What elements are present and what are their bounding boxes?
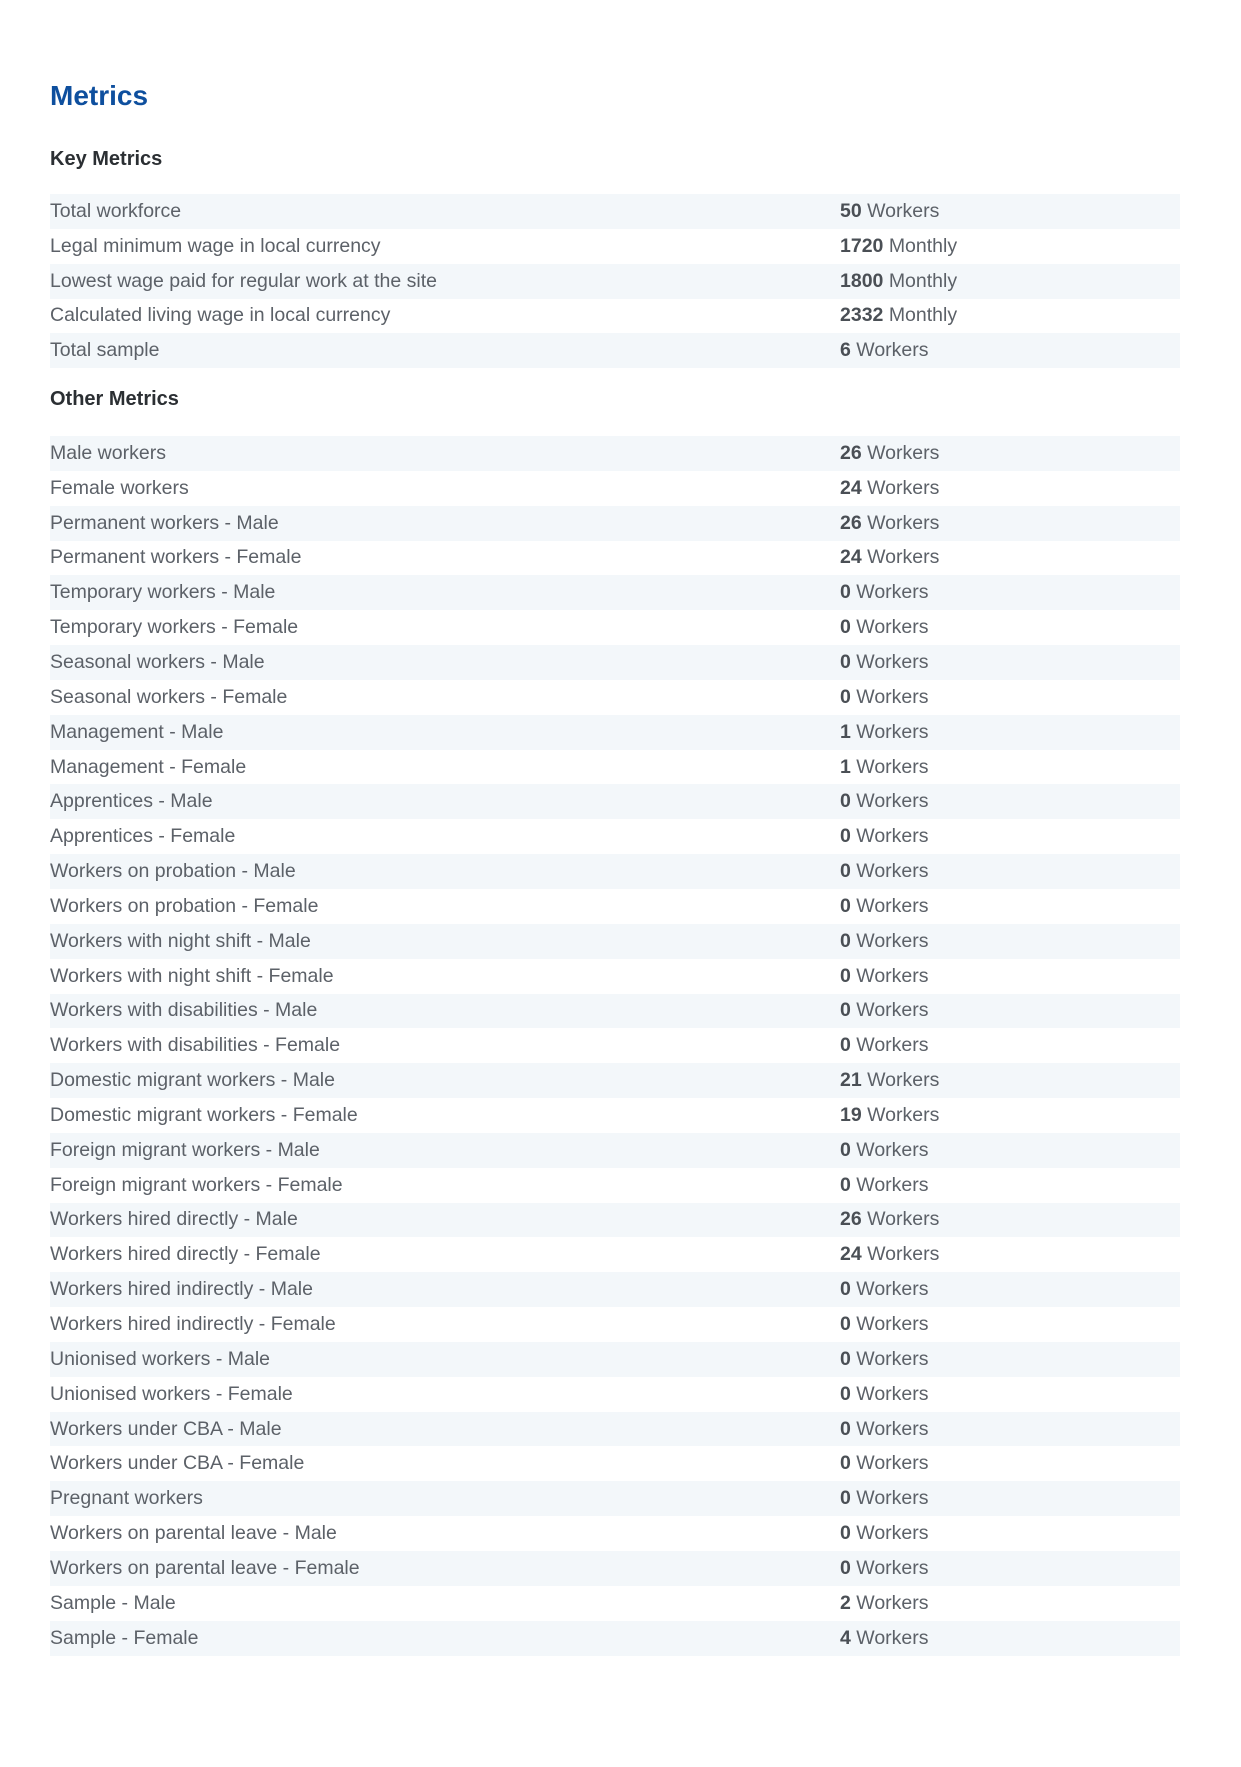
metric-value: 0: [840, 1278, 851, 1301]
metric-value-cell: [840, 784, 1180, 819]
metric-unit: Monthly: [888, 304, 958, 327]
metric-unit: Workers: [856, 1556, 929, 1579]
metric-value: 0: [840, 650, 851, 673]
metric-unit: Workers: [856, 1591, 929, 1614]
metric-label: Management - Male: [50, 720, 224, 743]
metric-value-cell: [840, 506, 1180, 541]
metric-row: [50, 924, 1180, 959]
metric-row: [50, 680, 1180, 715]
metric-row: [50, 750, 1180, 785]
metric-unit: Monthly: [888, 269, 958, 292]
metric-value-cell: [840, 1516, 1180, 1551]
metric-label: Sample - Male: [50, 1591, 176, 1614]
key-metrics-heading: Key Metrics: [50, 148, 163, 170]
metric-label: Workers with disabilities - Female: [50, 1034, 341, 1057]
metric-value-cell: [840, 959, 1180, 994]
metric-value: 0: [840, 1313, 851, 1336]
metric-value-cell: [840, 1446, 1180, 1481]
metric-value: 0: [840, 1417, 851, 1440]
metric-row: [50, 436, 1180, 471]
metric-row: [50, 506, 1180, 541]
metric-row: [50, 1168, 1180, 1203]
metric-label: Workers on parental leave - Male: [50, 1522, 337, 1545]
metric-row: [50, 1272, 1180, 1307]
metric-label: Workers on probation - Male: [50, 860, 296, 883]
metric-label: Workers hired directly - Female: [50, 1243, 321, 1266]
key-metrics-body: [50, 194, 1180, 368]
metric-label: Domestic migrant workers - Male: [50, 1069, 335, 1092]
metric-value-cell: [840, 1237, 1180, 1272]
metric-unit: Workers: [867, 1243, 940, 1266]
metric-value-cell: [840, 1586, 1180, 1621]
metric-value-cell: [840, 1621, 1180, 1656]
metric-value-cell: [840, 1203, 1180, 1238]
metric-row: [50, 229, 1180, 264]
metric-label: Apprentices - Male: [50, 790, 213, 813]
metric-label: Workers with disabilities - Male: [50, 999, 318, 1022]
metric-value-cell: [840, 471, 1180, 506]
metric-value-cell: [840, 1377, 1180, 1412]
metric-row: [50, 1063, 1180, 1098]
metric-label: Unionised workers - Male: [50, 1347, 270, 1370]
metric-unit: Workers: [856, 650, 929, 673]
metric-label: Calculated living wage in local currency: [50, 304, 391, 327]
metric-label: Workers with night shift - Female: [50, 964, 334, 987]
metric-value-cell: [840, 889, 1180, 924]
metric-value: 2332: [840, 304, 884, 327]
metric-row: [50, 784, 1180, 819]
metric-value: 0: [840, 1173, 851, 1196]
metric-row: [50, 819, 1180, 854]
metric-value: 0: [840, 860, 851, 883]
metric-value: 0: [840, 1138, 851, 1161]
metric-value-cell: [840, 1412, 1180, 1447]
metric-value: 0: [840, 825, 851, 848]
metric-value: 26: [840, 511, 862, 534]
metric-row: [50, 994, 1180, 1029]
metric-label: Temporary workers - Male: [50, 581, 276, 604]
metric-label: Apprentices - Female: [50, 825, 236, 848]
metric-value: 0: [840, 1556, 851, 1579]
metric-row: [50, 1516, 1180, 1551]
metric-unit: Workers: [856, 685, 929, 708]
metric-value-cell: [840, 994, 1180, 1029]
metric-row: [50, 889, 1180, 924]
metric-row: [50, 1586, 1180, 1621]
metric-value-cell: [840, 1098, 1180, 1133]
metric-row: [50, 264, 1180, 299]
metric-unit: Workers: [856, 860, 929, 883]
other-metrics-heading: Other Metrics: [50, 388, 179, 410]
metric-unit: Workers: [856, 790, 929, 813]
other-metrics-table: [50, 436, 1180, 1656]
metric-row: [50, 1028, 1180, 1063]
metric-value: 21: [840, 1069, 862, 1092]
metric-value: 0: [840, 894, 851, 917]
metric-unit: Workers: [856, 1313, 929, 1336]
metric-unit: Monthly: [888, 234, 958, 257]
metric-value: 26: [840, 441, 862, 464]
metric-unit: Workers: [856, 1278, 929, 1301]
metric-row: [50, 471, 1180, 506]
metric-label: Female workers: [50, 476, 189, 499]
metric-row: [50, 1446, 1180, 1481]
metric-value-cell: [840, 541, 1180, 576]
metric-value-cell: [840, 819, 1180, 854]
metric-value: 24: [840, 476, 862, 499]
metric-value-cell: [840, 264, 1180, 299]
other-metrics-body: [50, 436, 1180, 1656]
metric-value: 24: [840, 546, 862, 569]
metric-unit: Workers: [856, 720, 929, 743]
metric-value-cell: [840, 924, 1180, 959]
metric-value-cell: [840, 1028, 1180, 1063]
metric-value: 0: [840, 581, 851, 604]
metric-value: 0: [840, 964, 851, 987]
metric-label: Unionised workers - Female: [50, 1382, 293, 1405]
metric-label: Total sample: [50, 339, 160, 362]
metric-label: Foreign migrant workers - Female: [50, 1173, 343, 1196]
metric-value-cell: [840, 229, 1180, 264]
metric-value: 0: [840, 1382, 851, 1405]
metric-row: [50, 645, 1180, 680]
metric-unit: Workers: [856, 1452, 929, 1475]
metric-unit: Workers: [867, 1103, 940, 1126]
metric-unit: Workers: [867, 199, 940, 222]
metric-value-cell: [840, 750, 1180, 785]
metric-label: Workers hired indirectly - Female: [50, 1313, 336, 1336]
metric-value: 1: [840, 755, 851, 778]
metric-row: [50, 959, 1180, 994]
metric-unit: Workers: [856, 755, 929, 778]
metric-unit: Workers: [856, 1487, 929, 1510]
metric-unit: Workers: [856, 894, 929, 917]
metric-label: Workers hired directly - Male: [50, 1208, 298, 1231]
metric-unit: Workers: [867, 1069, 940, 1092]
metric-row: [50, 575, 1180, 610]
metric-unit: Workers: [856, 1626, 929, 1649]
metric-label: Workers with night shift - Male: [50, 929, 311, 952]
metric-value: 0: [840, 616, 851, 639]
metric-value-cell: [840, 680, 1180, 715]
metric-value: 1720: [840, 234, 884, 257]
metric-unit: Workers: [856, 1034, 929, 1057]
metric-value-cell: [840, 1342, 1180, 1377]
metric-value: 50: [840, 199, 862, 222]
metric-label: Domestic migrant workers - Female: [50, 1103, 358, 1126]
metric-unit: Workers: [867, 511, 940, 534]
metric-value-cell: [840, 1481, 1180, 1516]
metric-value-cell: [840, 854, 1180, 889]
metric-value-cell: [840, 1168, 1180, 1203]
metric-row: [50, 1412, 1180, 1447]
metric-row: [50, 715, 1180, 750]
metric-unit: Workers: [867, 546, 940, 569]
metric-row: [50, 1377, 1180, 1412]
metric-unit: Workers: [856, 1522, 929, 1545]
metric-row: [50, 299, 1180, 334]
metric-unit: Workers: [867, 1208, 940, 1231]
metric-value: 0: [840, 1522, 851, 1545]
metric-value: 0: [840, 790, 851, 813]
metric-row: [50, 1203, 1180, 1238]
metric-value-cell: [840, 436, 1180, 471]
metric-unit: Workers: [856, 339, 929, 362]
metric-unit: Workers: [856, 964, 929, 987]
metric-unit: Workers: [856, 616, 929, 639]
metric-value-cell: [840, 1307, 1180, 1342]
metric-value: 0: [840, 1487, 851, 1510]
metric-value: 19: [840, 1103, 862, 1126]
metric-unit: Workers: [856, 1173, 929, 1196]
page-title: Metrics: [50, 80, 149, 111]
metric-row: [50, 1098, 1180, 1133]
metric-value-cell: [840, 299, 1180, 334]
metric-value: 1: [840, 720, 851, 743]
metric-value: 0: [840, 1347, 851, 1370]
metric-unit: Workers: [856, 825, 929, 848]
metric-value: 0: [840, 1452, 851, 1475]
metric-label: Foreign migrant workers - Male: [50, 1138, 320, 1161]
metric-value: 6: [840, 339, 851, 362]
metric-value: 0: [840, 929, 851, 952]
metric-row: [50, 1621, 1180, 1656]
metric-label: Lowest wage paid for regular work at the site: [50, 269, 437, 292]
metric-row: [50, 194, 1180, 229]
metric-row: [50, 1342, 1180, 1377]
metric-unit: Workers: [867, 441, 940, 464]
metric-value-cell: [840, 1133, 1180, 1168]
metric-label: Legal minimum wage in local currency: [50, 234, 381, 257]
metric-value: 0: [840, 999, 851, 1022]
key-metrics-table: [50, 194, 1180, 368]
metric-unit: Workers: [856, 1347, 929, 1370]
metric-label: Temporary workers - Female: [50, 616, 299, 639]
metric-unit: Workers: [856, 929, 929, 952]
metric-row: [50, 1481, 1180, 1516]
metric-row: [50, 610, 1180, 645]
metric-unit: Workers: [856, 999, 929, 1022]
metric-label: Management - Female: [50, 755, 247, 778]
metric-unit: Workers: [856, 581, 929, 604]
metric-row: [50, 1551, 1180, 1586]
metric-value-cell: [840, 610, 1180, 645]
metric-row: [50, 541, 1180, 576]
metric-value-cell: [840, 1272, 1180, 1307]
metric-row: [50, 854, 1180, 889]
metric-label: Permanent workers - Male: [50, 511, 279, 534]
metric-value: 0: [840, 1034, 851, 1057]
metric-label: Workers under CBA - Male: [50, 1417, 282, 1440]
metric-row: [50, 1307, 1180, 1342]
metric-unit: Workers: [856, 1382, 929, 1405]
metric-row: [50, 1237, 1180, 1272]
metric-label: Seasonal workers - Male: [50, 650, 265, 673]
metric-value: 26: [840, 1208, 862, 1231]
metric-label: Permanent workers - Female: [50, 546, 302, 569]
metric-unit: Workers: [867, 476, 940, 499]
metric-label: Workers hired indirectly - Male: [50, 1278, 313, 1301]
metric-label: Workers under CBA - Female: [50, 1452, 305, 1475]
metric-value-cell: [840, 194, 1180, 229]
metric-value: 24: [840, 1243, 862, 1266]
metric-unit: Workers: [856, 1417, 929, 1440]
metric-label: Pregnant workers: [50, 1487, 203, 1510]
metric-value: 4: [840, 1626, 851, 1649]
metric-value: 2: [840, 1591, 851, 1614]
metric-value-cell: [840, 1063, 1180, 1098]
metric-value-cell: [840, 333, 1180, 368]
metric-label: Workers on probation - Female: [50, 894, 319, 917]
metric-value-cell: [840, 645, 1180, 680]
metric-label: Total workforce: [50, 199, 182, 222]
metric-label: Male workers: [50, 441, 166, 464]
metric-label: Sample - Female: [50, 1626, 199, 1649]
metric-row: [50, 333, 1180, 368]
metric-row: [50, 1133, 1180, 1168]
metric-value-cell: [840, 715, 1180, 750]
metric-label: Workers on parental leave - Female: [50, 1556, 360, 1579]
metric-value: 1800: [840, 269, 884, 292]
metric-value-cell: [840, 575, 1180, 610]
metric-value-cell: [840, 1551, 1180, 1586]
metric-label: Seasonal workers - Female: [50, 685, 288, 708]
metric-unit: Workers: [856, 1138, 929, 1161]
metric-value: 0: [840, 685, 851, 708]
